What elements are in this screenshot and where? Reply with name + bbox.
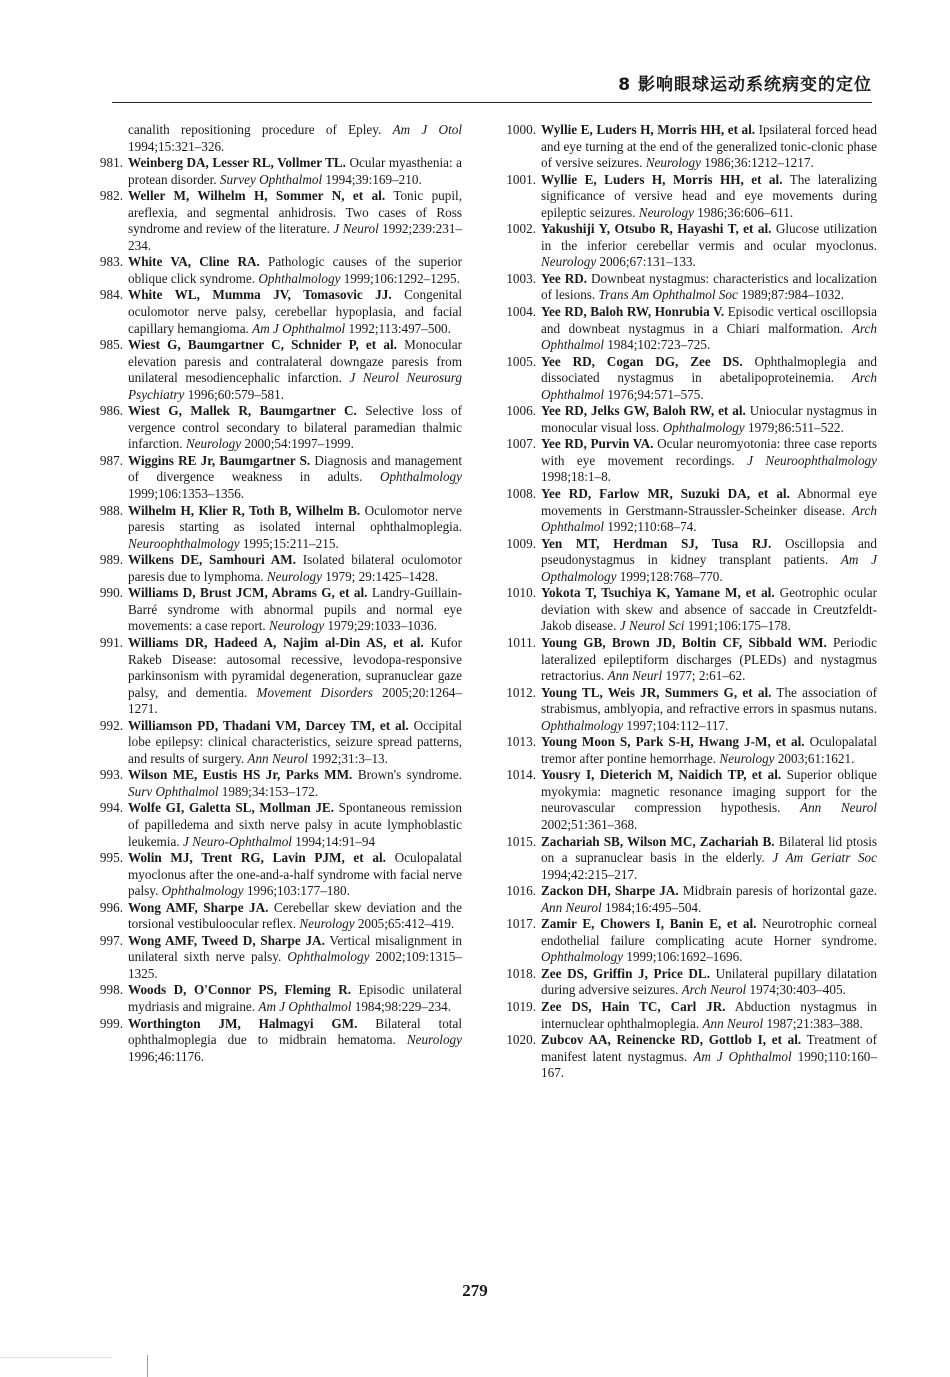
- reference-entry: [90, 254, 462, 287]
- ref-citation: 2005;20:1264–1271.: [128, 684, 462, 717]
- ref-number: 985.: [99, 337, 123, 353]
- reference-entry: [90, 850, 462, 900]
- reference-entry: [90, 982, 462, 1015]
- ref-number: 1007.: [506, 436, 536, 452]
- ref-authors: White WL, Mumma JV, Tomasovic JJ.: [128, 287, 392, 303]
- ref-citation: 1984;102:723–725.: [604, 337, 711, 353]
- ref-number: 1003.: [506, 270, 536, 286]
- ref-citation: 1996;103:177–180.: [243, 883, 350, 899]
- ref-number: 1014.: [506, 767, 536, 783]
- ref-title: Uniocular nystagmus in monocular visual loss.: [541, 403, 877, 435]
- ref-title: Vertical misalignment in unilateral sixth nerve palsy.: [128, 932, 462, 965]
- ref-journal: Am J Opthalmology: [541, 552, 877, 584]
- ref-citation: 1998;18:1–8.: [541, 469, 611, 485]
- ref-citation: 1997;104:112–117.: [623, 717, 729, 733]
- ref-citation: 1986;36:606–611.: [693, 204, 794, 220]
- reference-entry: [90, 767, 462, 800]
- ref-title: Landry-Guillain-Barré syndrome with abnormal pupils and normal eye movements: a case report.: [128, 585, 462, 634]
- ref-authors: Wiggins RE Jr, Baumgartner S.: [128, 452, 311, 468]
- ref-citation: 1996;46:1176.: [128, 1048, 205, 1064]
- ref-journal: Ann Neurol: [247, 750, 309, 766]
- reference-entry: [503, 999, 877, 1032]
- ref-citation: 2002;51:361–368.: [541, 816, 638, 832]
- ref-authors: Yen MT, Herdman SJ, Tusa RJ.: [541, 535, 772, 551]
- chapter-title: 8 影响眼球运动系统病变的定位: [618, 75, 872, 95]
- ref-authors: Yee RD.: [541, 270, 588, 286]
- ref-number: 1013.: [506, 734, 536, 750]
- ref-number: 1008.: [506, 486, 536, 502]
- ref-citation: 1995;15:211–215.: [239, 535, 339, 551]
- ref-title: Diagnosis and management of divergence weakness in adults.: [128, 452, 462, 485]
- ref-journal: Ophthalmology: [541, 717, 624, 733]
- ref-number: 995.: [99, 850, 123, 866]
- reference-entry: [503, 883, 877, 916]
- ref-title: Abnormal eye movements in Gerstmann-Straussler-Scheinker disease.: [541, 486, 877, 518]
- ref-journal: Survey Ophthalmol: [219, 171, 323, 187]
- ref-number: 988.: [99, 502, 123, 518]
- ref-journal: Neurology: [719, 750, 775, 766]
- reference-entry: [503, 767, 877, 833]
- ref-authors: Yee RD, Cogan DG, Zee DS.: [541, 353, 743, 369]
- ref-citation: 1979;29:1033–1036.: [324, 618, 437, 634]
- ref-journal: Neurology: [268, 618, 325, 634]
- ref-authors: Williamson PD, Thadani VM, Darcey TM, et al.: [128, 717, 409, 733]
- ref-title: Glucose utilization in the inferior cerebellar vermis and ocular myoclonus.: [541, 221, 877, 253]
- ref-journal: Arch Ophthalmol: [541, 502, 877, 535]
- ref-number: 1002.: [506, 221, 536, 237]
- reference-entry: [503, 271, 877, 304]
- ref-journal: Am J Otol: [392, 122, 462, 137]
- ref-authors: Young Moon S, Park S-H, Hwang J-M, et al.: [541, 734, 805, 750]
- scan-artifact-line: [0, 1357, 112, 1358]
- ref-number: 998.: [99, 982, 123, 998]
- ref-journal: Ann Neurol: [800, 800, 877, 816]
- ref-authors: Yee RD, Purvin VA.: [541, 436, 654, 452]
- ref-number: 999.: [99, 1015, 123, 1031]
- reference-column-left: [90, 122, 462, 1065]
- ref-title: Kufor Rakeb Disease: autosomal recessive, levodopa-responsive parkinsonism with pyramidal degeneration, supranuclear gaze palsy, and dementia.: [128, 634, 462, 700]
- ref-journal: Ophthalmology: [287, 949, 370, 965]
- ref-authors: Zachariah SB, Wilson MC, Zachariah B.: [541, 833, 775, 849]
- ref-title: Oculopalatal myoclonus after the one-and-a-half syndrome with facial nerve palsy.: [128, 850, 463, 899]
- ref-title: Neurotrophic corneal endothelial failure complicating acute Horner syndrome.: [541, 916, 877, 948]
- ref-journal: J Am Geriatr Soc: [772, 850, 877, 866]
- ref-citation: 1974;30:403–405.: [746, 982, 846, 998]
- ref-number: 981.: [99, 155, 123, 171]
- ref-number: 991.: [99, 634, 123, 650]
- ref-number: 987.: [99, 452, 123, 468]
- ref-journal: Movement Disorders: [256, 684, 373, 700]
- ref-journal: Neurology: [645, 155, 701, 171]
- ref-citation: 2003;61:1621.: [774, 750, 855, 766]
- ref-citation: 2006;67:131–133.: [596, 254, 696, 270]
- ref-title: Bilateral lid ptosis on a supranuclear basis in the elderly.: [541, 833, 878, 866]
- ref-journal: J Neurol: [333, 221, 379, 237]
- reference-entry: [503, 172, 877, 222]
- ref-title: Geotrophic ocular deviation with skew and absence of saccade in Creutzfeldt-Jakob disease.: [541, 585, 878, 634]
- ref-authors: Wolin MJ, Trent RG, Lavin PJM, et al.: [128, 850, 386, 866]
- ref-title: Isolated bilateral oculomotor paresis due to lymphoma.: [128, 552, 462, 584]
- ref-title: Brown's syndrome.: [352, 767, 462, 783]
- ref-journal: Ann Neurol: [541, 899, 602, 915]
- ref-number: 1010.: [506, 585, 536, 601]
- reference-entry: [90, 900, 462, 933]
- ref-authors: Yee RD, Baloh RW, Honrubia V.: [541, 304, 725, 320]
- ref-journal: J Neuroophthalmology: [747, 452, 877, 468]
- reference-entry: [90, 552, 462, 585]
- ref-citation: 1999;106:1692–1696.: [623, 949, 743, 965]
- reference-entry: [503, 536, 877, 586]
- ref-authors: Wyllie E, Luders H, Morris HH, et al.: [541, 122, 756, 137]
- ref-citation: 1979;86:511–522.: [744, 419, 844, 435]
- ref-title: Episodic unilateral mydriasis and migraine.: [128, 982, 462, 1014]
- ref-number: 994.: [99, 800, 123, 816]
- reference-entry: [503, 685, 877, 735]
- ref-citation: 1994;15:321–326.: [128, 138, 225, 154]
- ref-journal: J Neuro-Ophthalmol: [182, 833, 292, 849]
- ref-journal: Arch Neurol: [681, 982, 747, 998]
- ref-journal: Surv Ophthalmol: [128, 783, 219, 799]
- ref-citation: 1991;106:175–178.: [684, 618, 791, 634]
- reference-entry: [503, 1032, 877, 1082]
- ref-title: Cerebellar skew deviation and the torsional vestibuloocular reflex.: [128, 899, 462, 932]
- ref-number: 986.: [99, 403, 123, 419]
- ref-citation: 1992;239:231–234.: [128, 221, 463, 253]
- reference-entry: [90, 453, 462, 503]
- ref-title: Superior oblique myokymia: magnetic resonance imaging support for the neurovascular compression hypothesis.: [541, 767, 877, 816]
- ref-number: 997.: [99, 932, 123, 948]
- ref-number: 1000.: [506, 122, 536, 137]
- reference-entry: [90, 1016, 462, 1066]
- ref-title: The lateralizing significance of versive head and eye movements during epileptic seizures.: [541, 171, 878, 220]
- ref-title: Oculopalatal tremor after pontine hemorrhage.: [541, 734, 878, 766]
- ref-journal: Am J Ophthalmol: [258, 998, 352, 1014]
- ref-citation: 1999;128:768–770.: [616, 568, 723, 584]
- ref-authors: Williams D, Brust JCM, Abrams G, et al.: [128, 585, 368, 601]
- ref-number: 1004.: [506, 304, 536, 320]
- ref-number: 1005.: [506, 353, 536, 369]
- reference-entry: [90, 403, 462, 453]
- reference-entry: [503, 585, 877, 635]
- ref-title: Episodic vertical oscillopsia and downbeat nystagmus in a Chiari malformation.: [541, 304, 877, 336]
- ref-authors: Zee DS, Griffin J, Price DL.: [541, 965, 711, 981]
- ref-authors: Wong AMF, Tweed D, Sharpe JA.: [128, 932, 325, 948]
- ref-journal: Am J Ophthalmol: [693, 1048, 792, 1064]
- ref-authors: Yakushiji Y, Otsubo R, Hayashi T, et al.: [541, 221, 772, 237]
- reference-entry: [90, 188, 462, 254]
- ref-number: 983.: [99, 254, 123, 270]
- ref-journal: Ophthalmology: [662, 419, 745, 435]
- running-header: [112, 68, 872, 103]
- ref-citation: 1999;106:1292–1295.: [340, 270, 460, 286]
- ref-number: 982.: [99, 188, 123, 204]
- reference-entry: [90, 800, 462, 850]
- ref-citation: 1984;98:229–234.: [351, 998, 452, 1014]
- reference-entry: [503, 834, 877, 884]
- ref-authors: Wolfe GI, Galetta SL, Mollman JE.: [128, 800, 335, 816]
- ref-number: 1019.: [506, 998, 536, 1014]
- ref-journal: Neurology: [406, 1032, 462, 1048]
- reference-entry: [90, 635, 462, 718]
- ref-authors: Young TL, Weis JR, Summers G, et al.: [541, 684, 772, 700]
- ref-journal: Trans Am Ophthalmol Soc: [598, 287, 738, 303]
- ref-number: 996.: [99, 899, 123, 915]
- reference-entry: [90, 337, 462, 403]
- ref-authors: White VA, Cline RA.: [128, 254, 260, 270]
- ref-title: Spontaneous remission of papilledema and sixth nerve palsy in acute lymphoblastic leukemia.: [128, 800, 462, 849]
- ref-title: canalith repositioning procedure of Epley.: [128, 122, 393, 137]
- ref-journal: Am J Ophthalmol: [252, 320, 346, 336]
- reference-entry: [90, 122, 462, 155]
- ref-authors: Zamir E, Chowers I, Banin E, et al.: [541, 916, 757, 932]
- reference-entry: [503, 966, 877, 999]
- ref-citation: 1989;87:984–1032.: [737, 287, 845, 303]
- ref-journal: J Neurol Sci: [619, 618, 685, 634]
- reference-entry: [90, 287, 462, 337]
- ref-number: 992.: [99, 717, 123, 733]
- ref-citation: 1994;42:215–217.: [541, 866, 638, 882]
- reference-entry: [503, 221, 877, 271]
- ref-journal: Neurology: [541, 254, 597, 270]
- scan-artifact-tick: [147, 1355, 148, 1377]
- ref-journal: Ann Neurl: [607, 668, 663, 684]
- ref-citation: 1999;106:1353–1356.: [128, 486, 245, 502]
- ref-number: 989.: [99, 552, 123, 568]
- ref-number: 1015.: [506, 833, 536, 849]
- ref-journal: Arch Ophthalmol: [541, 320, 877, 353]
- ref-authors: Worthington JM, Halmagyi GM.: [128, 1015, 358, 1031]
- ref-citation: 2002;109:1315–1325.: [128, 949, 462, 981]
- ref-title: Periodic lateralized epileptiform discharges (PLEDs) and nystagmus retractorius.: [541, 634, 878, 684]
- reference-entry: [90, 585, 462, 635]
- ref-journal: Ophthalmology: [161, 883, 244, 899]
- ref-journal: Ophthalmology: [379, 469, 462, 485]
- ref-authors: Wilhelm H, Klier R, Toth B, Wilhelm B.: [128, 502, 361, 518]
- ref-number: 1006.: [506, 403, 536, 419]
- ref-citation: 1984;16:495–504.: [601, 899, 702, 915]
- ref-number: 1012.: [506, 684, 536, 700]
- ref-journal: J Neurol Neurosurg Psychiatry: [128, 370, 462, 402]
- reference-entry: [503, 734, 877, 767]
- ref-citation: 1990;110:160–167.: [541, 1048, 877, 1081]
- ref-title: Monocular elevation paresis and contralateral downgaze paresis from unilateral mesodiencephalic infarction.: [128, 337, 462, 386]
- ref-authors: Woods D, O'Connor PS, Fleming R.: [128, 982, 352, 998]
- ref-title: Ophthalmoplegia and dissociated nystagmus in abetalipoproteinemia.: [541, 353, 877, 386]
- ref-number: 984.: [99, 287, 123, 303]
- ref-citation: 1979; 29:1425–1428.: [322, 568, 439, 584]
- ref-number: 1009.: [506, 535, 536, 551]
- ref-citation: 1992;110:68–74.: [604, 519, 697, 535]
- reference-entry: [90, 503, 462, 553]
- ref-authors: Wiest G, Baumgartner C, Schnider P, et al.: [128, 337, 397, 353]
- ref-journal: Arch Ophthalmol: [541, 370, 877, 402]
- ref-title: Unilateral pupillary dilatation during adversive seizures.: [541, 965, 877, 998]
- reference-entry: [503, 436, 877, 486]
- ref-title: Treatment of manifest latent nystagmus.: [541, 1032, 878, 1064]
- ref-citation: 1987;21:383–388.: [763, 1015, 863, 1031]
- ref-citation: 1977; 2:61–62.: [662, 668, 746, 684]
- ref-number: 990.: [99, 585, 123, 601]
- ref-number: 993.: [99, 767, 123, 783]
- ref-title: Ipsilateral forced head and eye turning at the end of the generalized tonic-clonic phase of versive seizures.: [541, 122, 877, 171]
- ref-title: Bilateral total ophthalmoplegia due to midbrain hematoma.: [128, 1015, 462, 1048]
- reference-entry: [503, 635, 877, 685]
- ref-authors: Wilson ME, Eustis HS Jr, Parks MM.: [128, 767, 353, 783]
- ref-authors: Zackon DH, Sharpe JA.: [541, 883, 679, 899]
- reference-entry: [503, 304, 877, 354]
- ref-number: 1017.: [506, 916, 536, 932]
- ref-number: 1020.: [506, 1032, 536, 1048]
- ref-journal: Ophthalmology: [541, 949, 624, 965]
- ref-authors: Weinberg DA, Lesser RL, Vollmer TL.: [128, 155, 346, 171]
- ref-journal: Neurology: [185, 436, 242, 452]
- ref-citation: 1992;31:3–13.: [308, 750, 388, 766]
- ref-title: Congenital oculomotor nerve palsy, cerebellar hypoplasia, and facial capillary hemangioma.: [128, 287, 462, 336]
- ref-number: 1018.: [506, 965, 536, 981]
- ref-title: Selective loss of vergence control secondary to bilateral paramedian thalmic infarction.: [128, 403, 462, 452]
- ref-title: Ocular myasthenia: a protean disorder.: [128, 155, 462, 187]
- ref-citation: 1976;94:571–575.: [604, 386, 704, 402]
- ref-authors: Yokota T, Tsuchiya K, Yamane M, et al.: [541, 585, 775, 601]
- ref-title: Downbeat nystagmus: characteristics and localization of lesions.: [541, 270, 877, 303]
- ref-citation: 2000;54:1997–1999.: [241, 436, 354, 452]
- ref-journal: Neuroophthalmology: [128, 535, 240, 551]
- ref-authors: Yousry I, Dieterich M, Naidich TP, et al.: [541, 767, 782, 783]
- ref-title: Midbrain paresis of horizontal gaze.: [678, 883, 877, 899]
- ref-citation: 2005;65:412–419.: [354, 916, 455, 932]
- reference-entry: [90, 933, 462, 983]
- reference-column-right: [503, 122, 877, 1082]
- reference-entry: [503, 403, 877, 436]
- ref-authors: Zubcov AA, Reinencke RD, Gottlob I, et al.: [541, 1032, 802, 1048]
- ref-title: Abduction nystagmus in internuclear ophthalmoplegia.: [541, 998, 877, 1031]
- ref-journal: Neurology: [266, 568, 322, 584]
- reference-entry: [503, 354, 877, 404]
- ref-title: The association of strabismus, amblyopia, and refractive errors in spasmus nutans.: [541, 684, 877, 717]
- ref-authors: Wilkens DE, Samhouri AM.: [128, 552, 297, 568]
- ref-journal: Neurology: [638, 204, 694, 220]
- ref-authors: Zee DS, Hain TC, Carl JR.: [541, 998, 726, 1014]
- ref-journal: Ophthalmology: [258, 270, 341, 286]
- ref-journal: Ann Neurol: [702, 1015, 764, 1031]
- ref-journal: Neurology: [299, 916, 355, 932]
- reference-entry: [503, 122, 877, 172]
- reference-entry: [90, 718, 462, 768]
- ref-number: 1011.: [506, 634, 536, 650]
- ref-number: 1016.: [506, 883, 536, 899]
- ref-title: Oscillopsia and pseudonystagmus in kidney transplant patients.: [541, 535, 877, 568]
- ref-authors: Yee RD, Jelks GW, Baloh RW, et al.: [541, 403, 746, 419]
- ref-title: Occipital lobe epilepsy: clinical characteristics, seizure spread patterns, and results of surgery.: [128, 717, 462, 766]
- ref-authors: Wiest G, Mallek R, Baumgartner C.: [128, 403, 357, 419]
- ref-title: Tonic pupil, areflexia, and segmental anhidrosis. Two cases of Ross syndrome and review of the literature.: [128, 188, 462, 237]
- page-number: 279: [462, 1281, 488, 1300]
- ref-citation: 1996;60:579–581.: [184, 386, 285, 402]
- ref-number: 1001.: [506, 171, 536, 187]
- ref-citation: 1994;14:91–94: [291, 833, 376, 849]
- reference-entry: [503, 486, 877, 536]
- ref-citation: 1986;36:1212–1217.: [700, 155, 814, 171]
- ref-citation: 1994;39:169–210.: [322, 171, 422, 187]
- reference-entry: [90, 155, 462, 188]
- ref-title: Oculomotor nerve paresis starting as isolated internal ophthalmoplegia.: [128, 502, 462, 535]
- reference-entry: [503, 916, 877, 966]
- ref-authors: Yee RD, Farlow MR, Suzuki DA, et al.: [541, 486, 790, 502]
- ref-citation: 1992;113:497–500.: [345, 320, 451, 336]
- ref-title: Ocular neuromyotonia: three case reports with eye movement recordings.: [541, 436, 877, 468]
- ref-authors: Wong AMF, Sharpe JA.: [128, 899, 269, 915]
- ref-citation: 1989;34:153–172.: [218, 783, 319, 799]
- ref-authors: Young GB, Brown JD, Boltin CF, Sibbald WM.: [541, 634, 827, 650]
- ref-authors: Williams DR, Hadeed A, Najim al-Din AS, et al.: [128, 634, 424, 650]
- ref-title: Pathologic causes of the superior oblique click syndrome.: [128, 254, 463, 286]
- ref-authors: Wyllie E, Luders H, Morris HH, et al.: [541, 171, 783, 187]
- ref-authors: Weller M, Wilhelm H, Sommer N, et al.: [128, 188, 386, 204]
